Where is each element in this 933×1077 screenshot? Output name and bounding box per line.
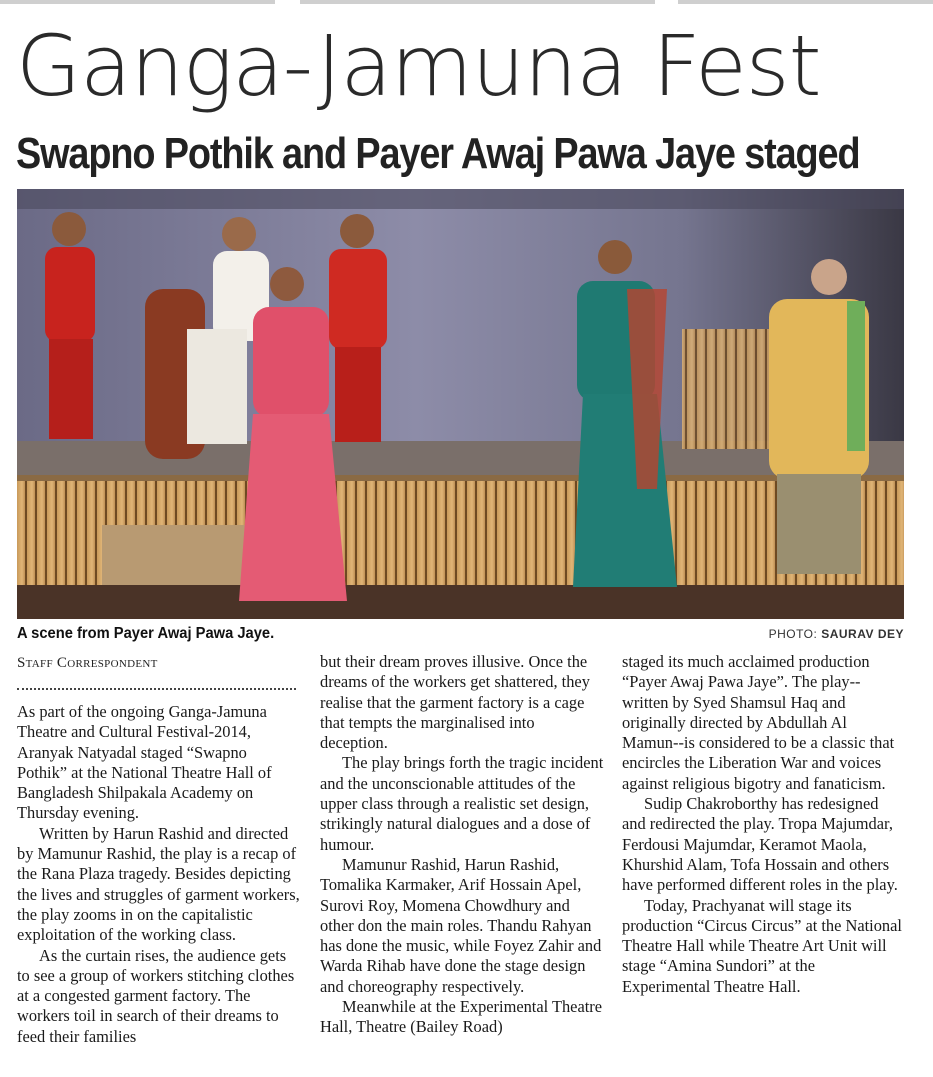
photographer-name: SAURAV DEY [821, 627, 904, 641]
paragraph: Mamunur Rashid, Harun Rashid, Tomalika Karmaker, Arif Hossain Apel, Surovi Roy, Momena Chowdhury and other don the main roles. Thandu Rahyan has done the music, while Foyez Zahir and Warda Rihab have done the stage design and choreography respectively. [320, 854, 602, 996]
paragraph: Today, Prachyanat will stage its production “Circus Circus” at the National Theatre Hall while Theatre Art Unit will stage “Amina Sundori” at the Experimental Theatre Hall. [622, 895, 902, 996]
byline: Staff Correspondent [17, 655, 158, 671]
stage-photo [17, 189, 904, 619]
paragraph: The play brings forth the tragic incident and the unconscionable attitudes of the upper class through a realistic set design, strikingly natural dialogues and a dose of humour. [320, 753, 604, 854]
article-headline: Swapno Pothik and Payer Awaj Pawa Jaye staged [16, 129, 860, 178]
article-column-2 [320, 652, 605, 1038]
paragraph: staged its much acclaimed production “Payer Awaj Pawa Jaye”. The play--written by Syed Shamsul Haq and originally directed by Abdullah Al Mamun--is considered to be a classic that encircles the Liberation War and voices against religious bigotry and fanaticism. [622, 652, 895, 793]
article-column-1 [17, 702, 300, 1047]
photo-credit [769, 626, 904, 642]
paragraph: but their dream proves illusive. Once the dreams of the workers get shattered, they realise that the garment factory is a cage that tempts the marginalised into deception. [320, 652, 590, 753]
paragraph: Meanwhile at the Experimental Theatre Hall, Theatre (Bailey Road) [320, 997, 603, 1037]
photo-credit-label: PHOTO: [768, 627, 818, 641]
paragraph: Sudip Chakroborthy has redesigned and redirected the play. Tropa Majumdar, Ferdousi Majumdar, Keramot Maola, Khurshid Alam, Tofa Hossain and others have performed different roles in the play. [622, 794, 898, 895]
paragraph: Written by Harun Rashid and directed by Mamunur Rashid, the play is a recap of the Rana Plaza tragedy. Besides depicting the lives and struggles of garment workers, the play zooms in on the capitalistic exploitation of the working class. [17, 823, 300, 945]
paragraph: As part of the ongoing Ganga-Jamuna Theatre and Cultural Festival-2014, Aranyak Natyadal staged “Swapno Pothik” at the National Theatre Hall of Bangladesh Shilpakala Academy on Thursday evening. [17, 702, 272, 823]
article-column-3 [622, 652, 906, 997]
paragraph: As the curtain rises, the audience gets to see a group of workers stitching clothes at a congested garment factory. The workers toil in search of their dreams to feed their families [17, 945, 295, 1046]
photo-caption: A scene from Payer Awaj Pawa Jaye. [17, 625, 275, 642]
top-rule-middle [300, 0, 655, 4]
top-rule-right [678, 0, 933, 4]
top-rule-left [0, 0, 275, 4]
kicker-title: Ganga-Jamuna Fest [16, 17, 821, 115]
byline-dotted-rule [17, 688, 296, 690]
